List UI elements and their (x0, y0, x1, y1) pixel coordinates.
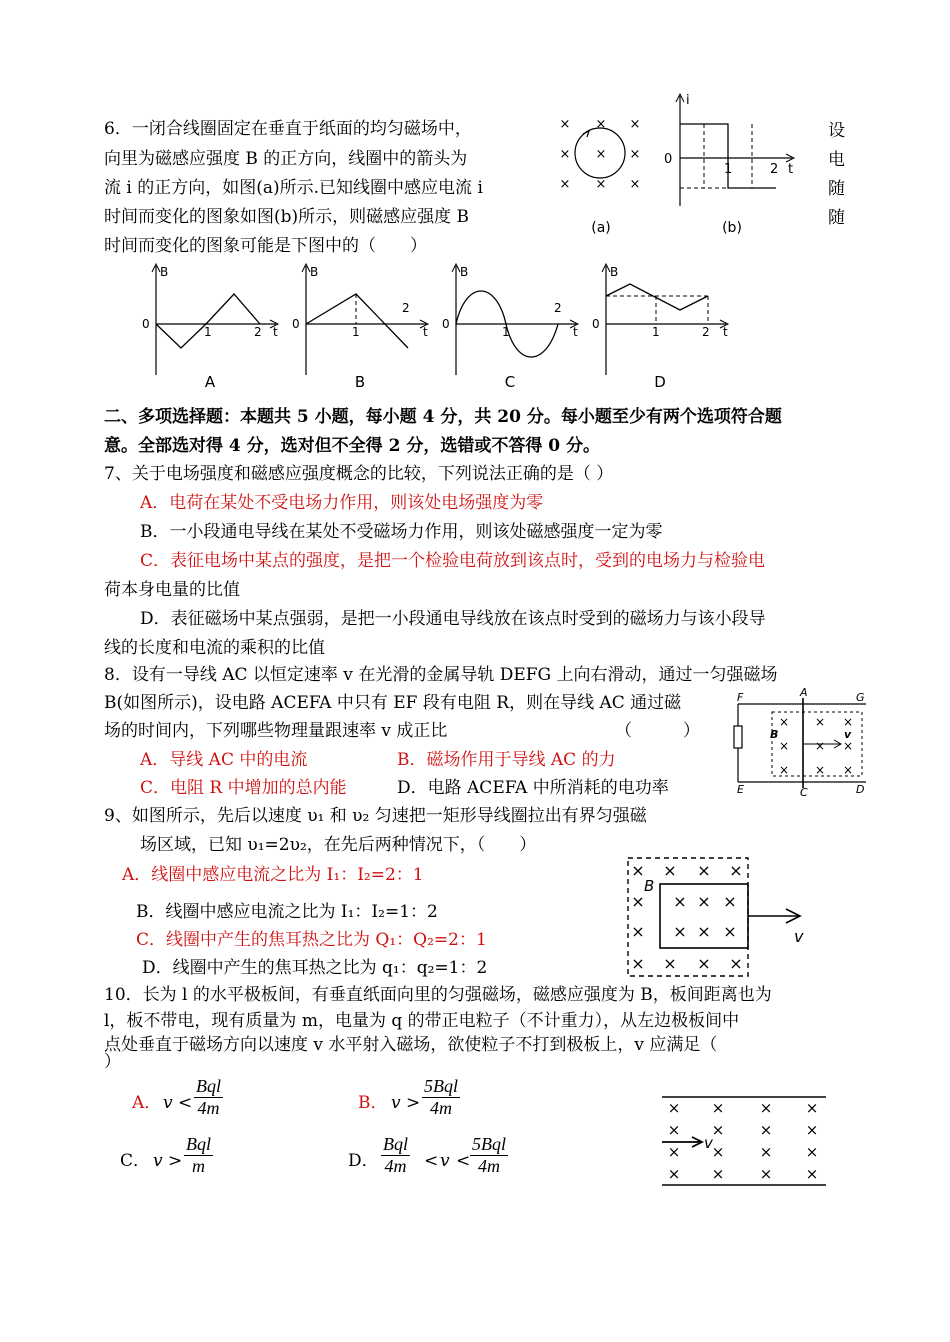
svg-text:×: × (559, 117, 571, 132)
q10-option-c-label: C． (120, 1151, 151, 1171)
axis-B-label: B (610, 265, 619, 279)
svg-text:×: × (631, 892, 645, 911)
q9-option-c: C．线圈中产生的焦耳热之比为 Q₁：Q₂=2：1 (136, 930, 487, 950)
svg-text:×: × (805, 1121, 819, 1139)
svg-text:×: × (559, 177, 571, 192)
svg-text:×: × (759, 1099, 773, 1117)
q6-figure-a (555, 112, 645, 237)
tick-2-label: 2 (402, 301, 410, 315)
svg-text:×: × (729, 954, 743, 973)
svg-text:×: × (667, 1121, 681, 1139)
q8-option-c: C．电阻 R 中增加的总内能 (140, 778, 347, 798)
section2-heading-line2: 意。全部选对得 4 分，选对但不全得 2 分，选错或不答得 0 分。 (104, 436, 600, 456)
origin-label: 0 (142, 317, 150, 331)
axis-i-label: i (686, 93, 690, 108)
svg-text:×: × (663, 861, 677, 880)
q10-plates-figure (660, 1093, 830, 1189)
svg-text:×: × (842, 739, 854, 753)
q6-line2: 向里为磁感应强度 B 的正方向，线圈中的箭头为 (104, 149, 468, 169)
q10-line3: 点处垂直于磁场方向以速度 v 水平射入磁场，欲使粒子不打到极板上，v 应满足（ (104, 1035, 718, 1055)
q7-option-b: B．一小段通电导线在某处不受磁场力作用，则该处磁感强度一定为零 (140, 522, 663, 542)
label-C: C (800, 786, 808, 799)
q6-side-char-4: 随 (828, 208, 845, 228)
svg-text:×: × (673, 892, 687, 911)
svg-text:×: × (711, 1143, 725, 1161)
svg-text:×: × (842, 715, 854, 729)
q7-option-d-line1: D．表征磁场中某点强弱，是把一小段通电导线放在该点时受到的磁场力与该小段导 (140, 609, 766, 629)
denominator: m (184, 1155, 213, 1177)
q10-line1: 10．长为 l 的水平极板间，有垂直纸面向里的匀强磁场，磁感应强度为 B，板间距离也为 (104, 985, 772, 1005)
svg-text:×: × (814, 763, 826, 777)
svg-text:×: × (805, 1165, 819, 1183)
origin-label: 0 (592, 317, 600, 331)
tick-1-label: 1 (724, 162, 733, 177)
q10-line2: l，板不带电，现有质量为 m，电量为 q 的带正电粒子（不计重力），从左边极板间中 (104, 1011, 740, 1031)
denominator: 4m (381, 1155, 410, 1177)
svg-text:×: × (723, 892, 737, 911)
tick-2-label: 2 (702, 325, 710, 339)
numerator: 5Bql (424, 1076, 458, 1096)
q10-d-fraction-right (470, 1134, 508, 1177)
svg-text:×: × (673, 922, 687, 941)
q10-c-gt: > (168, 1151, 183, 1171)
numerator: 5Bql (472, 1134, 506, 1154)
q10-d-v: v (440, 1151, 450, 1171)
q8-rail-figure (728, 688, 868, 798)
svg-text:×: × (805, 1099, 819, 1117)
tick-1-label: 1 (204, 325, 212, 339)
q6-figure-b (660, 88, 800, 238)
svg-text:×: × (778, 715, 790, 729)
axis-t-label: t (573, 325, 578, 339)
q9-coil-figure (624, 855, 814, 980)
svg-text:×: × (631, 861, 645, 880)
tick-2-label: 2 (770, 162, 779, 177)
label-E: E (737, 783, 744, 796)
q6-line4: 时间而变化的图象如图(b)所示，则磁感应强度 B (104, 207, 470, 227)
svg-text:×: × (595, 147, 607, 162)
svg-text:×: × (667, 1143, 681, 1161)
tick-1-label: 1 (652, 325, 660, 339)
option-c-label: C (504, 373, 516, 391)
q8-option-b: B．磁场作用于导线 AC 的力 (397, 750, 616, 770)
svg-text:×: × (663, 954, 677, 973)
svg-text:×: × (711, 1165, 725, 1183)
label-G: G (856, 691, 865, 704)
origin-label: 0 (292, 317, 300, 331)
q10-b-fraction (422, 1076, 460, 1119)
denominator: 4m (194, 1097, 223, 1119)
q9-option-a: A．线圈中感应电流之比为 I₁：I₂=2：1 (122, 865, 424, 885)
q6-side-char-1: 设 (828, 121, 845, 141)
q9-option-d: D．线圈中产生的焦耳热之比为 q₁：q₂=1：2 (142, 958, 488, 978)
svg-text:×: × (697, 861, 711, 880)
q10-d-lt1: < (424, 1151, 439, 1171)
svg-text:×: × (667, 1099, 681, 1117)
label-A: A (800, 686, 808, 699)
svg-text:×: × (814, 715, 826, 729)
numerator: Bql (186, 1134, 211, 1154)
svg-text:×: × (631, 954, 645, 973)
axis-B-label: B (160, 265, 169, 279)
q9-line2: 场区域，已知 υ₁=2υ₂，在先后两种情况下，（ ） (140, 835, 537, 855)
q10-b-gt: > (406, 1093, 421, 1113)
label-v: v (704, 1134, 713, 1152)
q7-option-c-line1: C．表征电场中某点的强度，是把一个检验电荷放到该点时，受到的电场力与检验电 (140, 551, 766, 571)
q6-line1: 6．一闭合线圈固定在垂直于纸面的均匀磁场中， (104, 119, 472, 139)
section2-heading-line1: 二、多项选择题：本题共 5 小题，每小题 4 分，共 20 分。每小题至少有两个选项符合题 (104, 407, 782, 427)
q8-option-d: D．电路 ACEFA 中所消耗的电功率 (397, 778, 669, 798)
q10-b-v: v (391, 1093, 401, 1113)
svg-text:×: × (711, 1121, 725, 1139)
q6-line5: 时间而变化的图象可能是下图中的（ ） (104, 236, 427, 256)
q10-option-a-label: A． (132, 1093, 162, 1113)
q6-line3: 流 i 的正方向，如图(a)所示.已知线圈中感应电流 i (104, 178, 483, 198)
q8-line1: 8．设有一导线 AC 以恒定速率 v 在光滑的金属导轨 DEFG 上向右滑动，通过一匀强磁场 (104, 665, 778, 685)
q7-option-a: A．电荷在某处不受电场力作用，则该处电场强度为零 (140, 493, 544, 513)
axis-t-label: t (273, 325, 278, 339)
q10-c-fraction (184, 1134, 213, 1177)
q8-paren: （ ） (615, 721, 700, 741)
origin-label: 0 (442, 317, 450, 331)
q10-option-b-label: B． (358, 1093, 388, 1113)
svg-text:×: × (629, 177, 641, 192)
svg-text:×: × (759, 1121, 773, 1139)
svg-text:×: × (729, 861, 743, 880)
axis-t-label: t (788, 162, 794, 177)
svg-text:×: × (778, 763, 790, 777)
option-d-graph (590, 260, 730, 395)
option-b-graph (290, 260, 430, 395)
origin-label: 0 (664, 152, 673, 167)
numerator: Bql (196, 1076, 221, 1096)
q9-option-b: B．线圈中感应电流之比为 I₁：I₂=1：2 (136, 902, 438, 922)
q6-side-char-2: 电 (828, 150, 845, 170)
svg-text:×: × (759, 1143, 773, 1161)
svg-text:×: × (711, 1099, 725, 1117)
q7-option-c-line2: 荷本身电量的比值 (104, 580, 240, 600)
svg-text:×: × (595, 117, 607, 132)
q10-a-v: v (163, 1093, 173, 1113)
option-a-label: A (204, 373, 216, 391)
option-d-label: D (654, 373, 666, 391)
option-b-label: B (354, 373, 366, 391)
option-c-graph (440, 260, 580, 395)
svg-text:×: × (559, 147, 571, 162)
svg-text:×: × (629, 117, 641, 132)
svg-text:×: × (629, 147, 641, 162)
svg-text:×: × (697, 954, 711, 973)
resistor-R (734, 726, 742, 748)
svg-text:×: × (778, 739, 790, 753)
svg-text:×: × (595, 177, 607, 192)
q8-line2: B(如图所示)，设电路 ACEFA 中只有 EF 段有电阻 R，则在导线 AC 通过磁 (104, 693, 682, 713)
svg-text:×: × (723, 922, 737, 941)
q9-line1: 9、如图所示，先后以速度 υ₁ 和 υ₂ 匀速把一矩形导线圈拉出有界匀强磁 (104, 806, 647, 826)
svg-text:×: × (697, 892, 711, 911)
q10-d-lt2: < (456, 1151, 471, 1171)
numerator: Bql (383, 1134, 408, 1154)
svg-text:×: × (842, 763, 854, 777)
label-D: D (856, 783, 865, 796)
q10-option-d-label: D． (348, 1151, 379, 1171)
label-v: v (794, 927, 804, 946)
axis-B-label: B (460, 265, 469, 279)
coil-arrow-icon (583, 131, 589, 137)
fig-b-label: (b) (722, 220, 742, 236)
label-F: F (737, 691, 744, 704)
q7-option-d-line2: 线的长度和电流的乘积的比值 (104, 638, 325, 658)
axis-t-label: t (723, 325, 728, 339)
denominator: 4m (422, 1097, 460, 1119)
fig-a-label: (a) (591, 220, 611, 236)
option-a-graph (140, 260, 280, 395)
label-B: B (770, 728, 779, 741)
axis-B-label: B (310, 265, 319, 279)
svg-text:×: × (814, 739, 826, 753)
q10-a-fraction (194, 1076, 223, 1119)
svg-text:×: × (667, 1165, 681, 1183)
q10-c-v: v (153, 1151, 163, 1171)
q7-stem: 7、关于电场强度和磁感应强度概念的比较，下列说法正确的是（ ） (104, 464, 614, 484)
q8-option-a: A．导线 AC 中的电流 (140, 750, 308, 770)
svg-text:×: × (805, 1143, 819, 1161)
q10-d-fraction-left (381, 1134, 410, 1177)
tick-1-label: 1 (502, 325, 510, 339)
label-B: B (644, 877, 655, 895)
denominator: 4m (470, 1155, 508, 1177)
svg-text:×: × (697, 922, 711, 941)
current-graph (680, 124, 779, 188)
q8-line3: 场的时间内，下列哪些物理量跟速率 v 成正比 (104, 721, 448, 741)
q6-side-char-3: 随 (828, 179, 845, 199)
label-v: v (844, 728, 852, 741)
q10-line4: ） (104, 1052, 121, 1072)
svg-text:×: × (759, 1165, 773, 1183)
svg-text:×: × (631, 922, 645, 941)
tick-2-label: 2 (554, 301, 562, 315)
tick-1-label: 1 (352, 325, 360, 339)
axis-t-label: t (423, 325, 428, 339)
tick-2-label: 2 (254, 325, 262, 339)
q10-a-lt: < (178, 1093, 193, 1113)
